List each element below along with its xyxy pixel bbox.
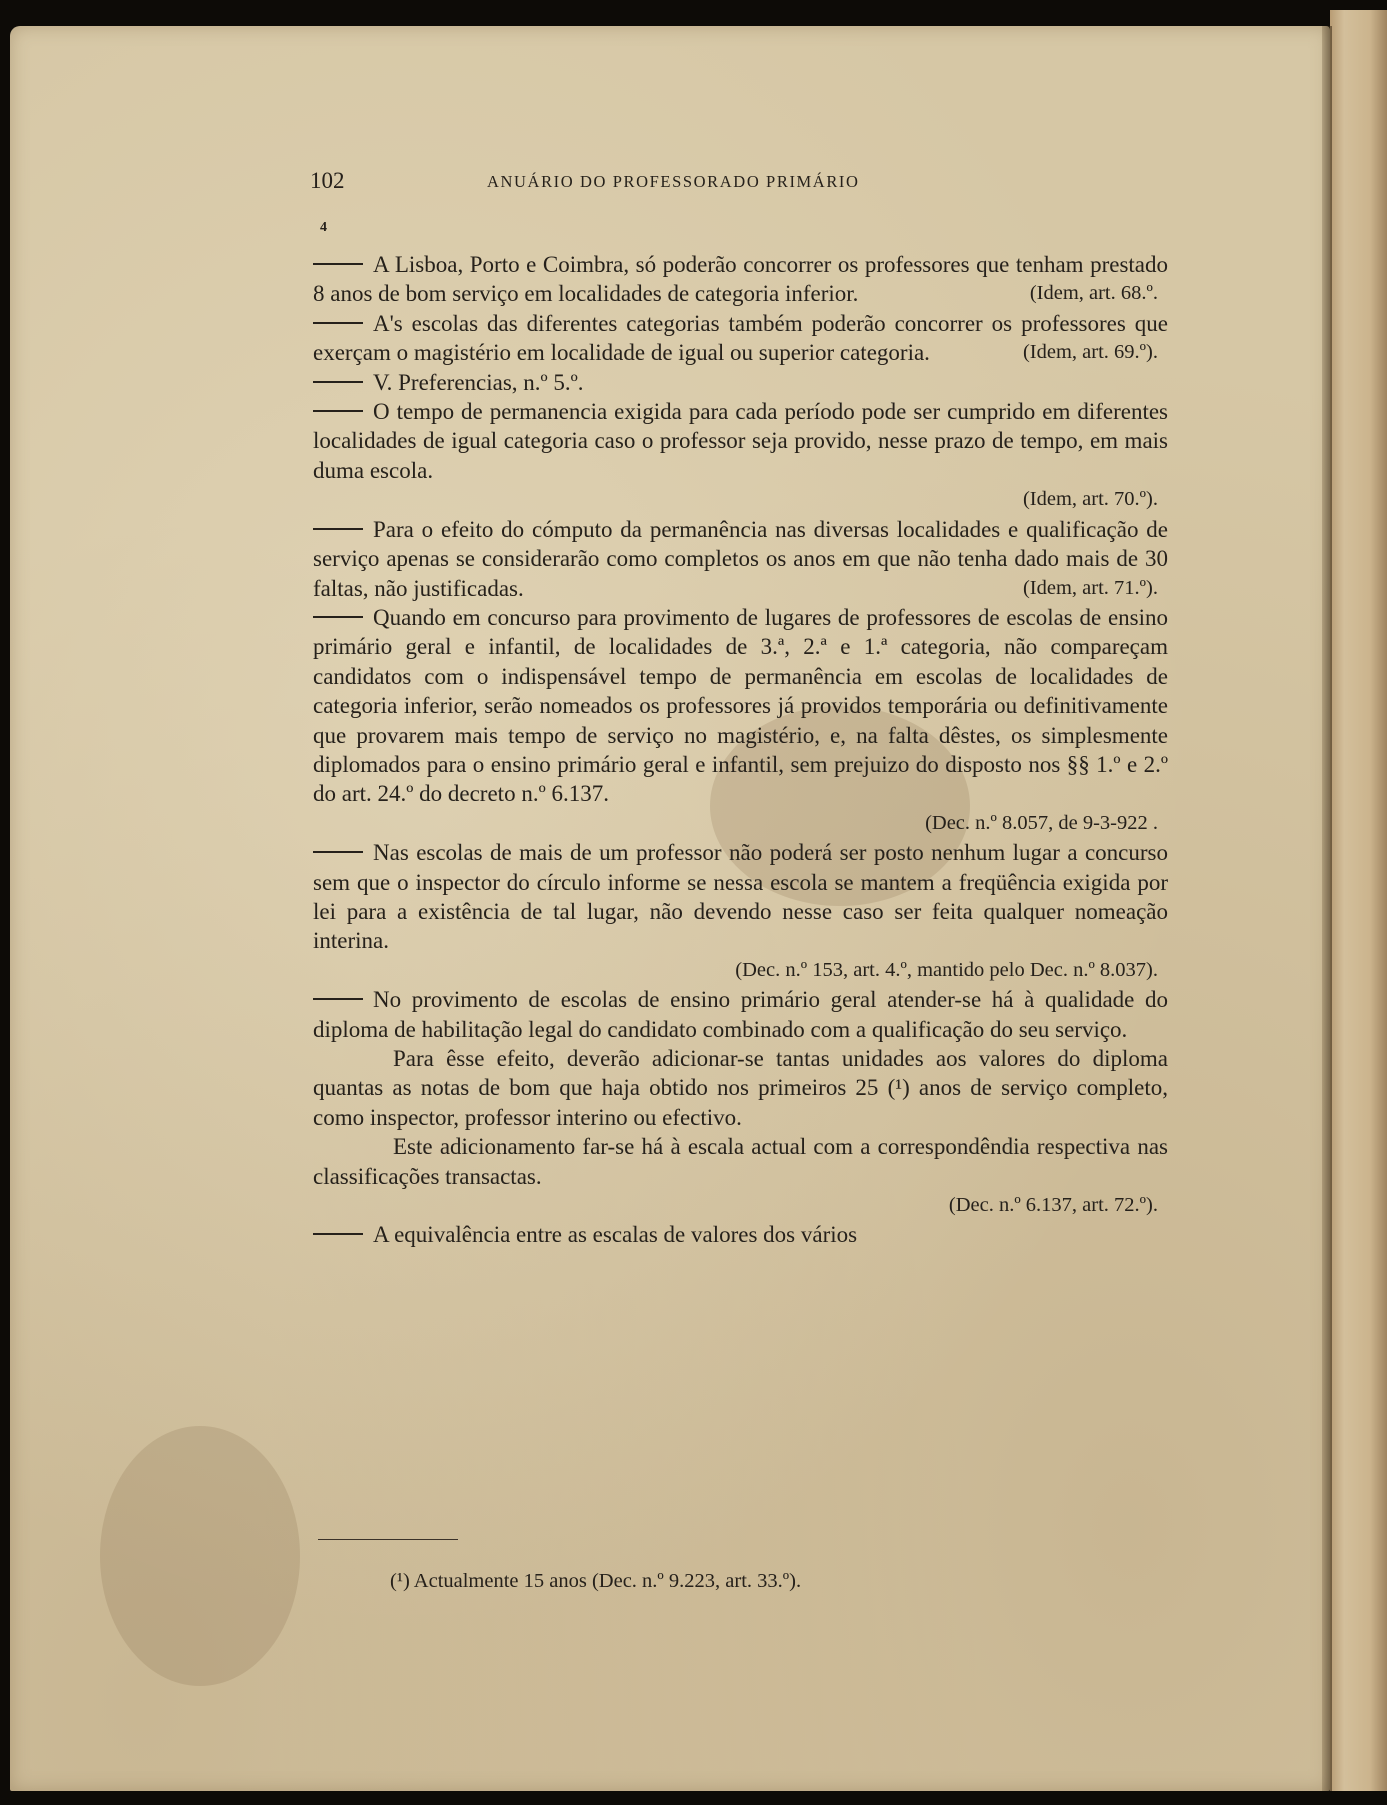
em-dash-rule [313,322,363,324]
citation: (Idem, art. 70.º). [1022,488,1158,511]
paragraph: Nas escolas de mais de um professor não poderá ser posto nenhum lugar a concurso sem que o inspector do círculo informe se nessa escola se mantem a freqüência exigida por lei para a existência de tal lugar, não devendo nesse caso ser feita qualquer nomeação interina. [313,840,1168,954]
em-dash-rule [313,263,363,265]
em-dash-rule [313,410,363,412]
paragraph: O tempo de permanencia exigida para cada período pode ser cumprido em diferentes localidades de igual categoria caso o professor seja provido, nesse prazo de tempo, em mais duma escola. [313,399,1168,483]
page-number: 102 [310,168,345,193]
em-dash-rule [313,616,363,618]
citation: (Idem, art. 71.º). [1022,576,1158,599]
paragraph: No provimento de escolas de ensino primário geral atender-se há à qualidade do diploma de habilitação legal do candidato combinado com a qualificação do seu serviço. [313,987,1168,1042]
page-gutter-shadow [1322,26,1332,1791]
citation: (Dec. n.º 8.057, de 9-3-922 . [925,811,1158,834]
citation: (Idem, art. 69.º). [1022,341,1158,364]
citation: (Idem, art. 68.º. [1029,282,1158,305]
em-dash-rule [313,851,363,853]
em-dash-rule [313,998,363,1000]
running-head: ANUÁRIO DO PROFESSORADO PRIMÁRIO [487,172,860,191]
footnote: (¹) Actualmente 15 anos (Dec. n.º 9.223, art. 33.º). [390,1570,802,1592]
paragraph: V. Preferencias, n.º 5.º. [313,368,1168,397]
paragraph: Para êsse efeito, deverão adicionar-se tantas unidades aos valores do diploma quantas as notas de bom que haja obtido nos primeiros 25 (¹) anos de serviço completo, como inspector, professor interino ou efectivo. [313,1046,1168,1130]
em-dash-rule [313,1233,363,1235]
margin-mark: 4 [320,220,327,235]
em-dash-rule [313,381,363,383]
em-dash-rule [313,528,363,530]
paragraph: A equivalência entre as escalas de valores dos vários [313,1220,1168,1249]
footnote-divider [318,1539,458,1540]
adjacent-page-edge [1330,10,1387,1791]
paragraph: Este adicionamento far-se há à escala actual com a correspondêndia respectiva nas classificações transactas. [313,1134,1168,1189]
paragraph: Quando em concurso para provimento de lugares de professores de escolas de ensino primário geral e infantil, de localidades de 3.ª, 2.ª e 1.ª categoria, não compareçam candidatos com o indispensável tempo de permanência em escolas de localidades de categoria inferior, serão nomeados os professores já providos temporária ou definitivamente que provarem mais tempo de serviço no magistério, e, na falta dêstes, os simplesmente diplomados para o ensino primário geral e infantil, sem prejuizo do disposto nos §§ 1.º e 2.º do art. 24.º do decreto n.º 6.137. [313,604,1168,807]
paragraph: A's escolas das diferentes categorias também poderão concorrer os professores que exerçam o magistério em localidade de igual ou superior categoria. [313,310,1168,366]
page-header [310,168,990,196]
citation: (Dec. n.º 6.137, art. 72.º). [948,1194,1158,1217]
paragraph: A Lisboa, Porto e Coimbra, só poderão concorrer os professores que tenham prestado 8 anos de bom serviço em localidades de categoria inferior. [313,252,1168,307]
page-body [313,250,1168,1250]
citation: (Dec. n.º 153, art. 4.º, mantido pelo Dec. n.º 8.037). [735,958,1158,981]
paragraph: Para o efeito do cómputo da permanência nas diversas localidades e qualificação de serviço apenas se considerarão como completos os anos em que não tenha dado mais de 30 faltas, não justificadas. [313,516,1168,601]
